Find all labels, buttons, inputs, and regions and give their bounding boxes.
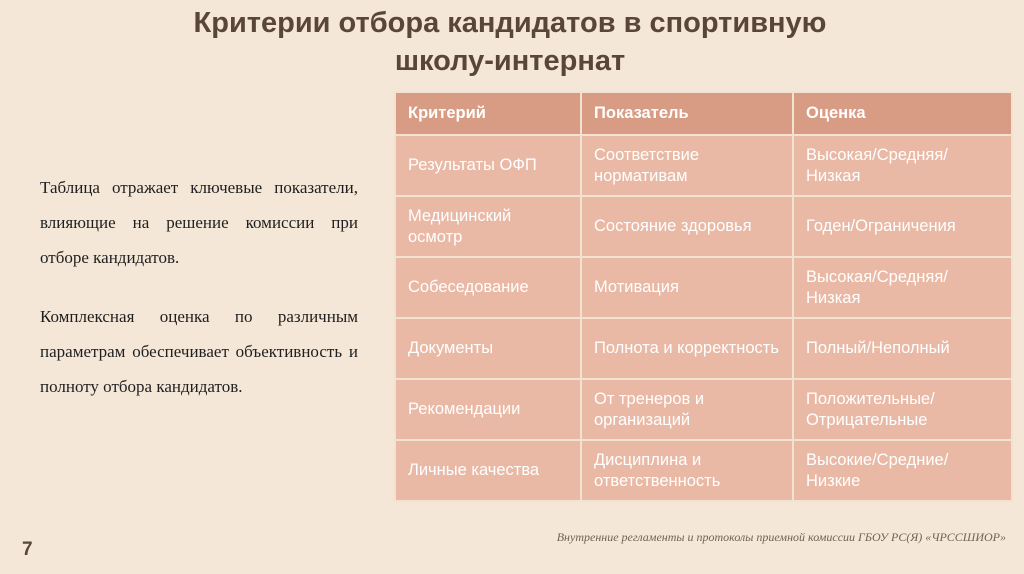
cell-indicator: Дисциплина и ответственность — [581, 440, 793, 501]
table-row — [395, 135, 1012, 196]
description-text — [40, 170, 358, 428]
cell-assessment: Годен/Ограничения — [793, 196, 1012, 257]
table-header-row — [395, 92, 1012, 135]
source-note: Внутренние регламенты и протоколы приемной комиссии ГБОУ РС(Я) «ЧРССШИОР» — [556, 530, 1006, 544]
slide-title-line-2: школу-интернат — [394, 45, 626, 77]
slide-title-line-1: Критерии отбора кандидатов в спортивную — [193, 7, 827, 39]
cell-criterion: Документы — [395, 318, 581, 379]
criteria-table — [394, 91, 1013, 502]
cell-indicator: Соответствие нормативам — [581, 135, 793, 196]
description-paragraph-1: Таблица отражает ключевые показатели, влияющие на решение комиссии при отборе кандидатов. — [40, 178, 358, 267]
table-row — [395, 318, 1012, 379]
cell-criterion: Результаты ОФП — [395, 135, 581, 196]
page-number: 7 — [22, 539, 33, 560]
cell-indicator: От тренеров и организаций — [581, 379, 793, 440]
header-criterion: Критерий — [395, 92, 581, 135]
header-indicator: Показатель — [581, 92, 793, 135]
cell-criterion: Медицинский осмотр — [395, 196, 581, 257]
cell-indicator: Полнота и корректность — [581, 318, 793, 379]
description-paragraph-2: Комплексная оценка по различным параметрам обеспечивает объективность и полноту отбора кандидатов. — [40, 307, 358, 396]
cell-assessment: Высокие/Средние/ Низкие — [793, 440, 1012, 501]
cell-criterion: Рекомендации — [395, 379, 581, 440]
cell-assessment: Высокая/Средняя/ Низкая — [793, 135, 1012, 196]
cell-criterion: Личные качества — [395, 440, 581, 501]
table-row — [395, 379, 1012, 440]
header-assessment: Оценка — [793, 92, 1012, 135]
cell-indicator: Состояние здоровья — [581, 196, 793, 257]
cell-assessment: Полный/Неполный — [793, 318, 1012, 379]
cell-criterion: Собеседование — [395, 257, 581, 318]
slide-title — [150, 4, 870, 80]
table-row — [395, 440, 1012, 501]
cell-assessment: Высокая/Средняя/ Низкая — [793, 257, 1012, 318]
cell-assessment: Положительные/ Отрицательные — [793, 379, 1012, 440]
table-row — [395, 257, 1012, 318]
cell-indicator: Мотивация — [581, 257, 793, 318]
table-row — [395, 196, 1012, 257]
